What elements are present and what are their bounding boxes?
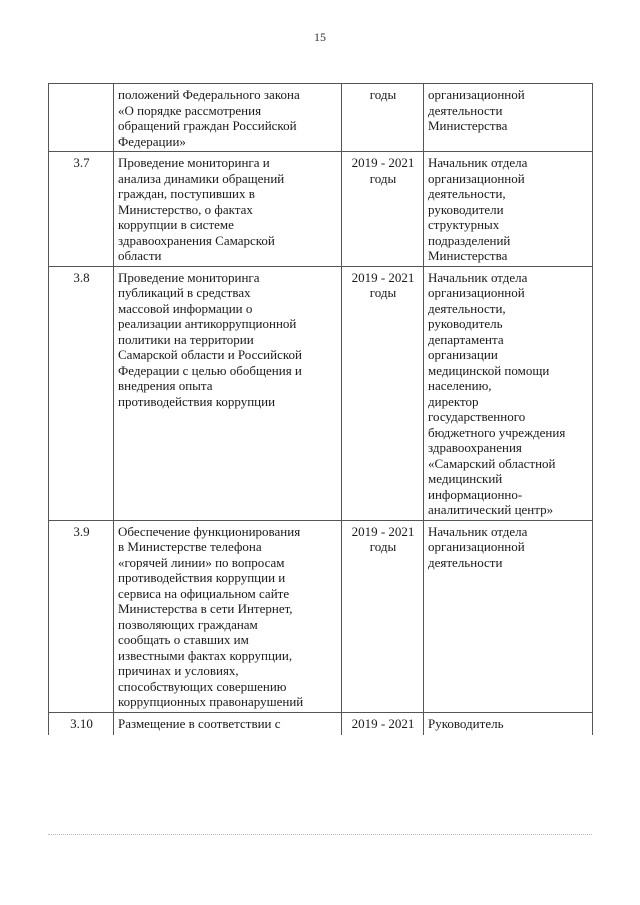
responsible-cell [424, 712, 593, 735]
measure-cell-line: обращений граждан Российской [118, 118, 297, 133]
responsible-cell-line: департамента [428, 331, 504, 347]
term-cell [342, 266, 424, 520]
measure-cell-line: противодействия коррупции [118, 393, 276, 409]
measure-cell-line: здравоохранения Самарской [118, 232, 275, 248]
table-row [49, 520, 593, 712]
responsible-cell-line: здравоохранения [428, 440, 522, 455]
measure-cell-line: Проведение мониторинга [118, 269, 260, 285]
responsible-cell-line: подразделений [428, 232, 511, 248]
item-number-cell-text: 3.7 [73, 155, 90, 170]
measure-cell [114, 712, 342, 735]
measure-cell-line: массовой информации о [118, 300, 253, 316]
term-cell-line: 2019 - 2021 [351, 269, 415, 285]
measure-cell-line: граждан, поступивших в [118, 186, 255, 201]
item-number-cell-text: 3.8 [73, 269, 90, 285]
measure-cell-line: внедрения опыта [118, 378, 213, 393]
table-row [49, 152, 593, 267]
measure-cell-line: в Министерстве телефона [118, 539, 262, 554]
responsible-cell-line: Руководитель [428, 715, 504, 731]
measure-cell-line: способствующих совершению [118, 678, 287, 694]
term-cell [342, 520, 424, 712]
term-cell-line: 2019 - 2021 [351, 155, 415, 170]
responsible-cell-line: Начальник отдела [428, 269, 528, 285]
measure-cell-line: Обеспечение функционирования [118, 523, 301, 539]
table-row [49, 84, 593, 152]
measure-cell-line: Федерации с целью обобщения и [118, 362, 302, 378]
measure-cell-line: Размещение в соответствии с [118, 715, 281, 731]
item-number-cell [49, 266, 114, 520]
term-cell [342, 152, 424, 267]
term-cell-line: годы [369, 87, 397, 102]
measure-cell-line: коррупции в системе [118, 217, 234, 232]
responsible-cell-line: медицинский [428, 471, 503, 486]
measure-cell [114, 520, 342, 712]
measure-cell-line: политики на территории [118, 331, 254, 347]
term-cell-line: годы [369, 170, 397, 186]
measure-cell-line: «О порядке рассмотрения [118, 102, 262, 118]
measure-cell-line: Министерство, о фактах [118, 201, 253, 217]
table-row [49, 712, 593, 735]
responsible-cell-line: организационной [428, 87, 525, 102]
measure-cell-line: причинах и условиях, [118, 663, 239, 678]
term-cell-line: годы [369, 539, 397, 554]
responsible-cell-line: деятельности [428, 102, 503, 118]
measure-cell-line: позволяющих гражданам [118, 616, 258, 632]
responsible-cell-line: директор [428, 393, 479, 409]
responsible-cell-line: Начальник отдела [428, 523, 528, 539]
term-cell [342, 712, 424, 735]
responsible-cell [424, 84, 593, 152]
responsible-cell-line: руководитель [428, 316, 503, 331]
responsible-cell-line: деятельности, [428, 300, 506, 316]
table-row [49, 266, 593, 520]
measures-table [48, 83, 593, 735]
page-cut-line [48, 834, 592, 835]
item-number-cell [49, 84, 114, 152]
measure-cell-line: реализации антикоррупционной [118, 316, 297, 331]
responsible-cell-line: медицинской помощи [428, 362, 550, 378]
responsible-cell-line: Министерства [428, 118, 508, 133]
term-cell-line: 2019 - 2021 [351, 523, 415, 539]
responsible-cell-line: «Самарский областной [428, 455, 556, 471]
measure-cell-line: противодействия коррупции и [118, 570, 286, 585]
responsible-cell-line: организационной [428, 539, 525, 554]
measure-cell-line: Самарской области и Российской [118, 347, 302, 362]
responsible-cell [424, 152, 593, 267]
measure-cell-line: Проведение мониторинга и [118, 155, 270, 170]
measure-cell-line: положений Федерального закона [118, 87, 300, 102]
measure-cell-line: сервиса на официальном сайте [118, 585, 290, 601]
responsible-cell-line: структурных [428, 217, 500, 232]
responsible-cell-line: информационно- [428, 486, 523, 502]
responsible-cell-line: деятельности, [428, 186, 506, 201]
term-cell-line: годы [369, 285, 397, 300]
item-number-cell [49, 712, 114, 735]
responsible-cell-line: организации [428, 347, 498, 362]
responsible-cell-line: бюджетного учреждения [428, 424, 566, 440]
responsible-cell-line: государственного [428, 409, 526, 424]
measure-cell-line: Министерства в сети Интернет, [118, 601, 293, 616]
responsible-cell-line: деятельности [428, 554, 503, 570]
measure-cell-line: известными фактах коррупции, [118, 647, 293, 663]
item-number-cell-text: 3.10 [70, 715, 93, 731]
term-cell [342, 84, 424, 152]
responsible-cell-line: Министерства [428, 248, 508, 263]
responsible-cell-line: руководители [428, 201, 504, 217]
responsible-cell [424, 520, 593, 712]
measure-cell-line: «горячей линии» по вопросам [118, 554, 285, 570]
measure-cell-line: области [118, 248, 162, 263]
item-number-cell-text: 3.9 [73, 523, 90, 539]
measure-cell-line: Федерации» [118, 133, 186, 149]
responsible-cell-line: организационной [428, 285, 525, 300]
measure-cell [114, 266, 342, 520]
responsible-cell [424, 266, 593, 520]
term-cell-line: 2019 - 2021 [351, 715, 415, 731]
measure-cell-line: публикаций в средствах [118, 285, 251, 300]
measure-cell [114, 152, 342, 267]
item-number-cell [49, 152, 114, 267]
responsible-cell-line: населению, [428, 378, 492, 393]
page-number: 15 [314, 30, 326, 44]
measure-cell-line: анализа динамики обращений [118, 170, 285, 186]
responsible-cell-line: Начальник отдела [428, 155, 528, 170]
responsible-cell-line: организационной [428, 170, 525, 186]
item-number-cell [49, 520, 114, 712]
responsible-cell-line: аналитический центр» [428, 502, 554, 517]
measure-cell [114, 84, 342, 152]
measure-cell-line: коррупционных правонарушений [118, 694, 304, 709]
measure-cell-line: сообщать о ставших им [118, 632, 249, 647]
